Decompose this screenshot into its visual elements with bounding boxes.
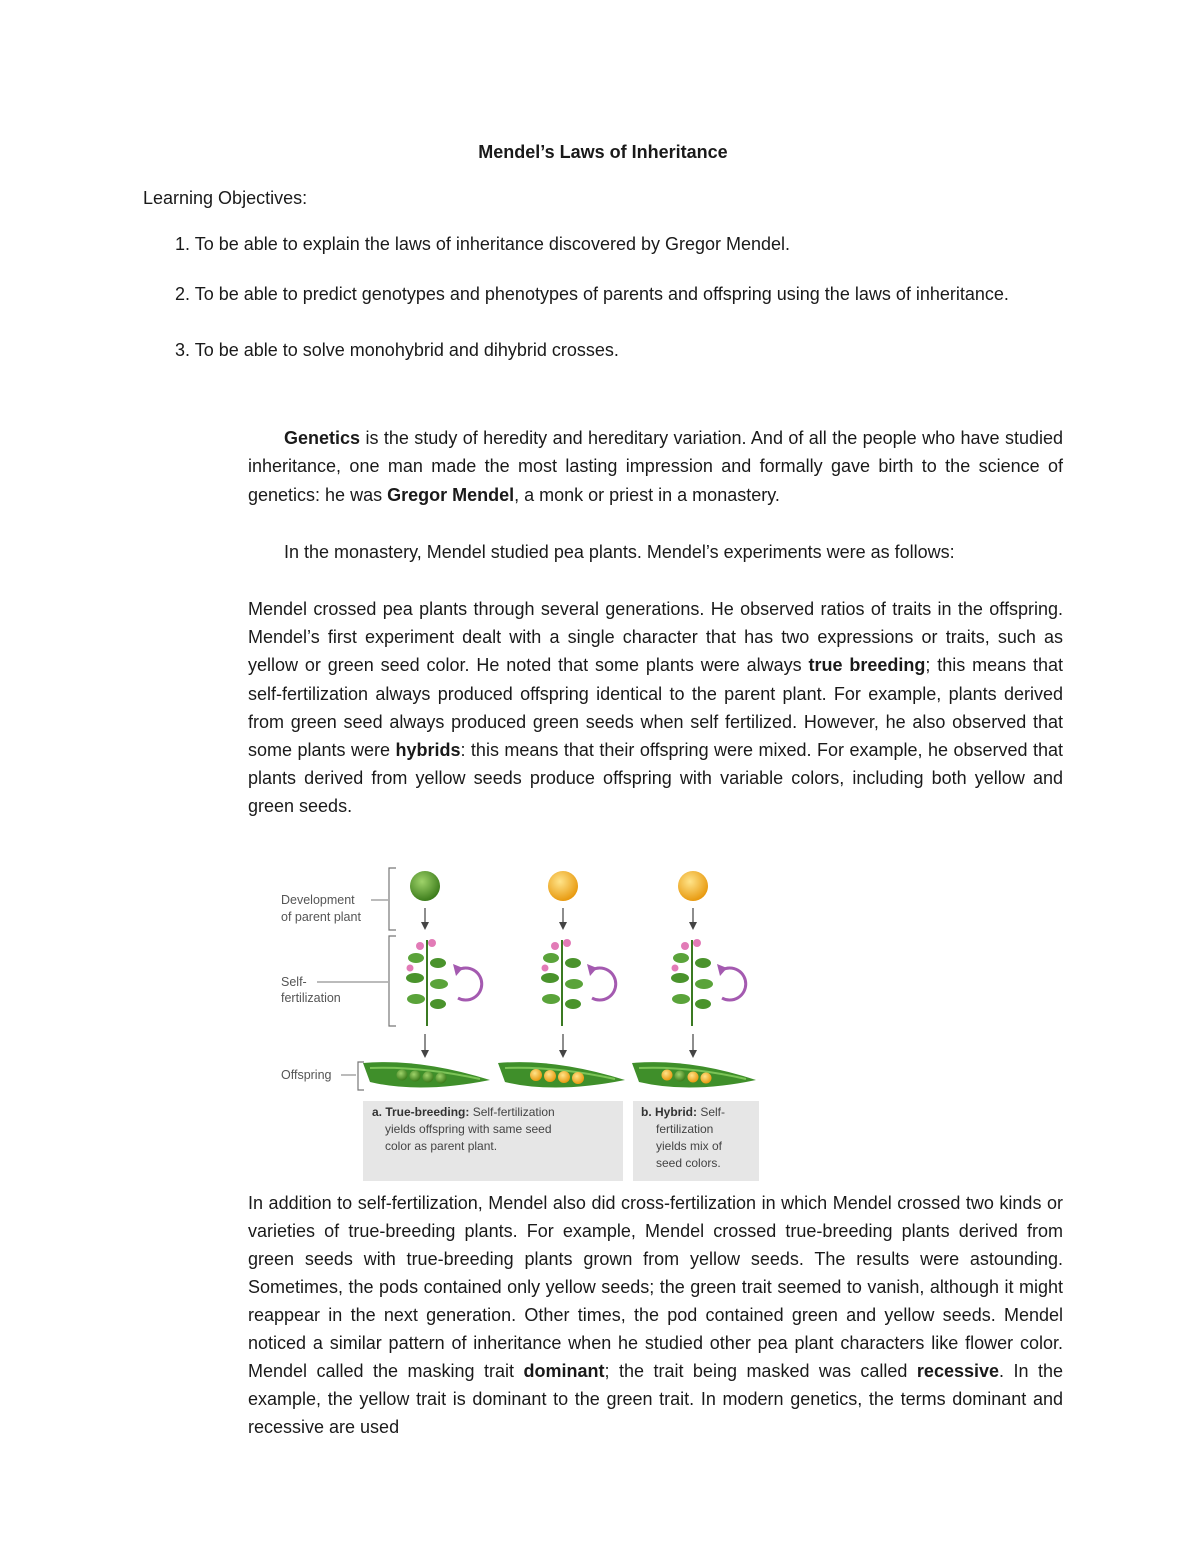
term-genetics: Genetics bbox=[284, 428, 361, 448]
bracket-development bbox=[389, 868, 396, 930]
pea-plant-diagram bbox=[270, 858, 770, 1188]
term-gregor-mendel: Gregor Mendel bbox=[387, 484, 515, 505]
svg-text:b. Hybrid: Self- bbox=[641, 1105, 725, 1119]
paragraph-text: . In the example, the yellow trait is dominant to the green trait. In modern genetics, the terms dominant and recessive are used bbox=[248, 1361, 1063, 1437]
label-development-line1: Development bbox=[281, 893, 355, 907]
arrow-down-icon bbox=[689, 1050, 697, 1058]
bracket-offspring bbox=[358, 1062, 364, 1090]
term-true-breeding: true breeding bbox=[808, 655, 926, 676]
pea-plant-figure bbox=[270, 858, 770, 1188]
caption-b-line2: fertilization bbox=[656, 1122, 714, 1136]
self-fertilization-arrow-icon bbox=[458, 968, 482, 1000]
caption-hybrid bbox=[633, 1101, 759, 1181]
label-development-line2: of parent plant bbox=[281, 910, 361, 924]
pea-pod-icon bbox=[632, 1062, 756, 1087]
objective-text: To be able to predict genotypes and phenotypes of parents and offspring using the laws of inheritance. bbox=[190, 284, 1009, 304]
caption-b-line4: seed colors. bbox=[656, 1156, 721, 1170]
paragraph-genetics-intro bbox=[248, 424, 1063, 509]
arrow-down-icon bbox=[559, 922, 567, 930]
self-fertilization-arrow-icon bbox=[722, 968, 746, 1000]
arrow-down-icon bbox=[421, 1050, 429, 1058]
paragraph-text: ; this means that self-fertilization always produced offspring identical to the parent plant. For example, plants derived from green seed always produced green seeds when self fertilized. However, he also observed that some plants were bbox=[248, 655, 1063, 761]
paragraph-text: In addition to self-fertilization, Mendel also did cross-fertilization in which Mendel crossed two kinds or varieties of true-breeding plants. For example, Mendel crossed true-breeding plants derived from green seeds with true-breeding plants grown from yellow seeds. The results were astounding. Sometimes, the pods contained only yellow seeds; the green trait seemed to vanish, although it might reappear in the next generation. Other times, the pod contained green and yellow seeds. Mendel noticed a similar pattern of inheritance when he studied other pea plant characters like flower color. Mendel called the masking trait bbox=[248, 1193, 1063, 1381]
label-self-line1: Self- bbox=[281, 975, 307, 989]
svg-text:a. True-breeding: Self-fertili bbox=[372, 1105, 555, 1119]
column-hybrid bbox=[632, 871, 756, 1088]
objective-number: 2. bbox=[175, 284, 191, 304]
caption-a-line3: color as parent plant. bbox=[385, 1139, 498, 1153]
arrow-down-icon bbox=[421, 922, 429, 930]
caption-a-line1: Self-fertilization bbox=[469, 1105, 555, 1119]
yellow-seed-icon bbox=[678, 871, 708, 901]
column-true-breeding-yellow bbox=[498, 871, 625, 1088]
pea-pod-icon bbox=[363, 1062, 490, 1087]
pea-plant-icon bbox=[671, 939, 713, 1026]
self-fertilization-arrow-icon bbox=[592, 968, 616, 1000]
caption-true-breeding bbox=[363, 1101, 623, 1181]
label-offspring: Offspring bbox=[281, 1068, 332, 1082]
bracket-self bbox=[389, 936, 396, 1026]
caption-b-title: b. Hybrid: bbox=[641, 1105, 697, 1119]
paragraph-monastery: In the monastery, Mendel studied pea plants. Mendel’s experiments were as follows: bbox=[284, 542, 955, 562]
pea-plant-icon bbox=[406, 939, 448, 1026]
arrow-down-icon bbox=[559, 1050, 567, 1058]
paragraph-experiments bbox=[248, 595, 1063, 821]
paragraph-text: : this means that their offspring were mixed. For example, he observed that plants derived from yellow seeds produce offspring with variable colors, including both yellow and green seeds. bbox=[248, 740, 1063, 817]
term-dominant: dominant bbox=[523, 1361, 605, 1381]
objective-item bbox=[175, 230, 790, 258]
label-self-line2: fertilization bbox=[281, 991, 341, 1005]
objective-number: 1. bbox=[175, 234, 191, 254]
paragraph-cross-fertilization bbox=[248, 1189, 1063, 1441]
objective-text: To be able to solve monohybrid and dihybrid crosses. bbox=[190, 340, 619, 360]
pea-pod-icon bbox=[498, 1062, 625, 1087]
yellow-seed-icon bbox=[548, 871, 578, 901]
paragraph-text: , a monk or priest in a monastery. bbox=[514, 484, 780, 505]
objective-text: To be able to explain the laws of inheritance discovered by Gregor Mendel. bbox=[190, 234, 791, 254]
objectives-heading: Learning Objectives: bbox=[143, 188, 308, 208]
pea-plant-icon bbox=[541, 939, 583, 1026]
paragraph-text: ; the trait being masked was called bbox=[604, 1361, 917, 1381]
caption-a-title: a. True-breeding: bbox=[372, 1105, 470, 1119]
column-true-breeding-green bbox=[363, 871, 490, 1088]
objective-item bbox=[175, 336, 619, 364]
paragraph-text: is the study of heredity and hereditary variation. And of all the people who have studied inheritance, one man made the most lasting impression and formally gave birth to the science of genetics: he was bbox=[248, 428, 1063, 505]
term-recessive: recessive bbox=[916, 1361, 1000, 1381]
objective-number: 3. bbox=[175, 340, 191, 360]
caption-b-line1: Self- bbox=[697, 1105, 726, 1119]
paragraph-text: Mendel crossed pea plants through several generations. He observed ratios of traits in the offspring. Mendel’s first experiment dealt with a single character that has two expressions or traits, such as yellow or green seed color. He noted that some plants were always bbox=[248, 599, 1063, 676]
arrow-down-icon bbox=[689, 922, 697, 930]
term-hybrids: hybrids bbox=[395, 740, 461, 761]
objective-item bbox=[175, 280, 1015, 308]
caption-a-line2: yields offspring with same seed bbox=[385, 1122, 552, 1136]
document-title: Mendel’s Laws of Inheritance bbox=[478, 142, 728, 162]
green-seed-icon bbox=[410, 871, 440, 901]
caption-b-line3: yields mix of bbox=[656, 1139, 723, 1153]
